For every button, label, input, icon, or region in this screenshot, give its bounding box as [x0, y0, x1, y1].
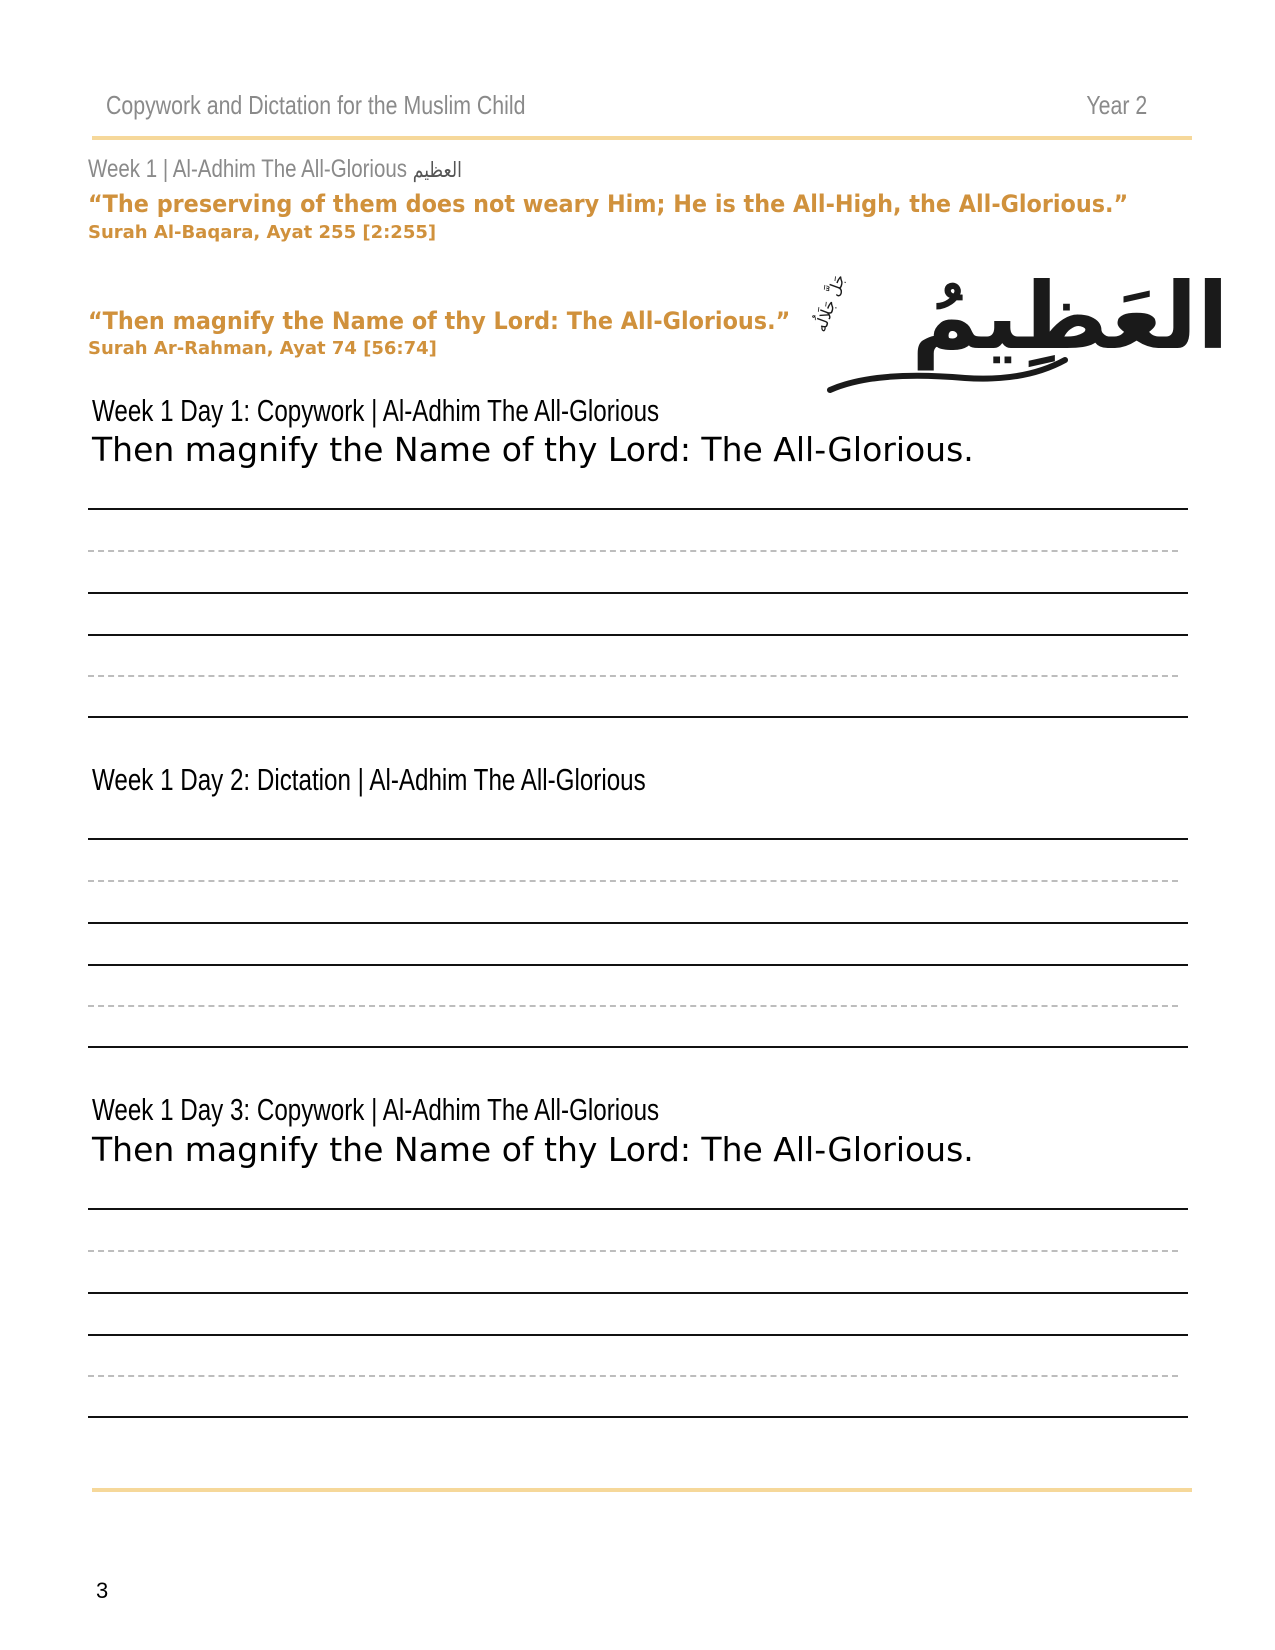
quote-text-1: “The preserving of them does not weary Him; He is the All-High, the All-Glorious.”	[88, 190, 1129, 218]
calligraphy-main: العَظِيمُ	[911, 263, 1229, 370]
calligraphy-honorific: جَلَّ جَلَالُه	[810, 271, 850, 335]
section-title-day3: Week 1 Day 3: Copywork | Al-Adhim The All-Glorious	[92, 1092, 660, 1127]
writing-line-solid	[88, 634, 1188, 636]
quote-reference-2: Surah Ar-Rahman, Ayat 74 [56:74]	[88, 338, 437, 359]
writing-line-solid	[88, 592, 1188, 594]
year-label: Year 2	[1086, 90, 1147, 120]
copy-sentence-day1: Then magnify the Name of thy Lord: The All-Glorious.	[92, 430, 974, 469]
document-title: Copywork and Dictation for the Muslim Child	[106, 90, 526, 120]
writing-line-solid	[88, 1334, 1188, 1336]
writing-line-solid	[88, 838, 1188, 840]
week-heading	[88, 155, 462, 184]
footer-rule	[92, 1488, 1192, 1492]
writing-line-solid	[88, 1416, 1188, 1418]
section-title-day2: Week 1 Day 2: Dictation | Al-Adhim The All-Glorious	[92, 762, 646, 797]
writing-line-solid	[88, 964, 1188, 966]
writing-line-dashed	[88, 550, 1178, 552]
page-number: 3	[96, 1578, 109, 1603]
writing-line-dashed	[88, 675, 1178, 677]
copy-sentence-day3: Then magnify the Name of thy Lord: The All-Glorious.	[92, 1130, 974, 1169]
week-heading-label: Week 1 | Al-Adhim The All-Glorious	[88, 155, 408, 183]
writing-line-dashed	[88, 1375, 1178, 1377]
writing-line-dashed	[88, 1250, 1178, 1252]
week-heading-arabic: العظيم	[412, 158, 462, 182]
writing-line-dashed	[88, 1005, 1178, 1007]
writing-line-solid	[88, 508, 1188, 510]
quote-reference-1: Surah Al-Baqara, Ayat 255 [2:255]	[88, 222, 437, 243]
writing-line-solid	[88, 1292, 1188, 1294]
calligraphy-image	[810, 250, 1229, 410]
writing-line-solid	[88, 1046, 1188, 1048]
writing-line-solid	[88, 716, 1188, 718]
writing-line-solid	[88, 1208, 1188, 1210]
section-title-day1: Week 1 Day 1: Copywork | Al-Adhim The All-Glorious	[92, 393, 660, 428]
writing-line-solid	[88, 922, 1188, 924]
writing-line-dashed	[88, 880, 1178, 882]
quote-text-2: “Then magnify the Name of thy Lord: The All-Glorious.”	[88, 307, 791, 335]
header-rule	[92, 136, 1192, 140]
